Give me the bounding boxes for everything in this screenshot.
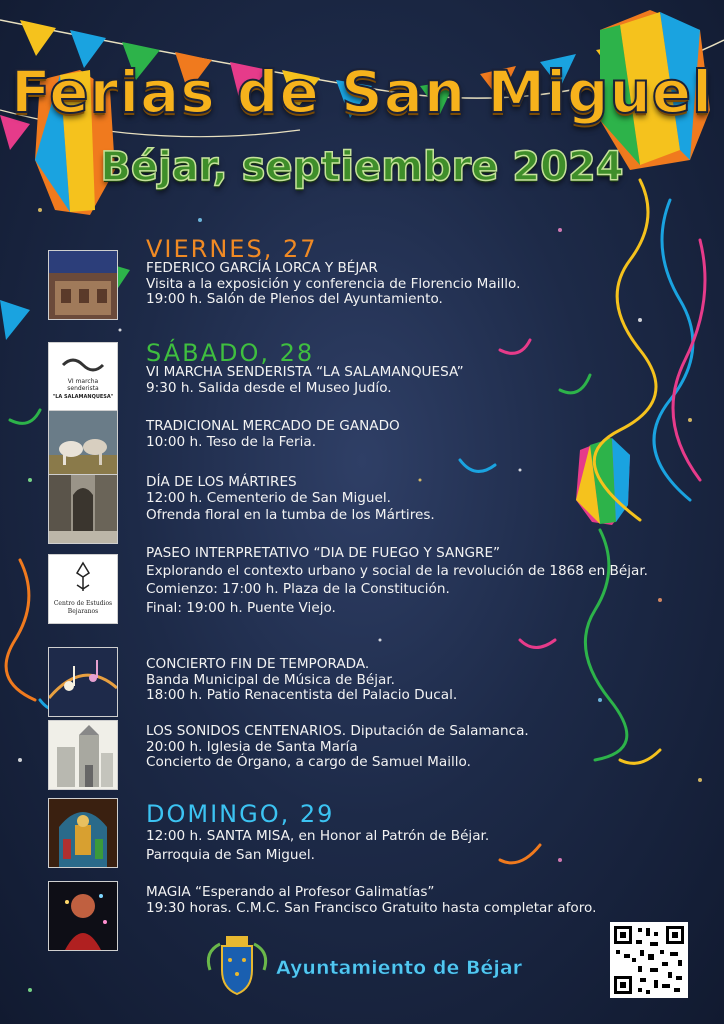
- thumb-text: VI marcha: [67, 378, 99, 385]
- event-detail: 20:00 h. Iglesia de Santa María: [146, 738, 358, 755]
- thumb-text: "LA SALAMANQUESA": [52, 394, 114, 400]
- stained-glass-thumbnail: [48, 798, 118, 868]
- event-detail: 18:00 h. Patio Renacentista del Palacio Ducal.: [146, 687, 458, 703]
- church-drawing-thumbnail: [48, 720, 118, 790]
- event-detail: 9:30 h. Salida desde el Museo Judío.: [146, 379, 392, 396]
- centro-estudios-logo-thumbnail: [48, 554, 118, 624]
- event-marcha: [146, 365, 464, 396]
- event-title: TRADICIONAL MERCADO DE GANADO: [146, 418, 400, 434]
- qr-code[interactable]: [610, 922, 688, 998]
- event-title: FEDERICO GARCÍA LORCA Y BÉJAR: [146, 260, 378, 276]
- event-detail: 19:00 h. Salón de Plenos del Ayuntamiento.: [146, 291, 443, 307]
- poster-subtitle: Béjar, septiembre 2024: [100, 144, 624, 190]
- event-detail: Concierto de Órgano, a cargo de Samuel Maillo.: [146, 754, 471, 770]
- event-concierto: [146, 657, 457, 704]
- magic-show-thumbnail: [48, 881, 118, 951]
- event-title: PASEO INTERPRETATIVO “DIA DE FUEGO Y SANGRE”: [146, 545, 501, 561]
- music-notes-thumbnail: [48, 647, 118, 717]
- event-lorca: [146, 261, 520, 308]
- day-heading-sunday: DOMINGO, 29: [146, 800, 335, 828]
- event-title: MAGIA “Esperando al Profesor Galimatías”: [146, 884, 435, 900]
- old-street-photo-thumbnail: [48, 474, 118, 544]
- event-detail: 19:30 horas. C.M.C. San Francisco Gratuito hasta completar aforo.: [146, 899, 597, 916]
- book-cover-thumbnail: [48, 250, 118, 320]
- organizer-name: Ayuntamiento de Béjar: [276, 957, 523, 979]
- event-paseo: [146, 546, 686, 616]
- thumb-text: senderista: [67, 385, 99, 392]
- thumb-text: Centro de Estudios: [53, 600, 113, 607]
- day-heading-saturday: SÁBADO, 28: [146, 339, 315, 367]
- event-misa: [146, 829, 489, 863]
- day-heading-friday: VIERNES, 27: [146, 235, 318, 263]
- event-martires: [146, 475, 435, 524]
- event-sonidos: [146, 724, 529, 771]
- event-detail: Comienzo: 17:00 h. Plaza de la Constitución.: [146, 581, 450, 597]
- event-detail: Visita a la exposición y conferencia de Florencio Maillo.: [146, 275, 521, 292]
- coat-of-arms-icon: [202, 930, 272, 1000]
- event-detail: Final: 19:00 h. Puente Viejo.: [146, 599, 336, 616]
- event-title: DÍA DE LOS MÁRTIRES: [146, 474, 297, 490]
- event-detail: Explorando el contexto urbano y social de la revolución de 1868 en Béjar.: [146, 562, 648, 579]
- event-detail: 12:00 h. Cementerio de San Miguel.: [146, 489, 391, 506]
- event-title: VI MARCHA SENDERISTA “LA SALAMANQUESA”: [146, 364, 464, 380]
- poster-title: Ferias de San Miguel: [10, 58, 713, 126]
- event-detail: Parroquia de San Miguel.: [146, 846, 315, 863]
- event-title: LOS SONIDOS CENTENARIOS. Diputación de Salamanca.: [146, 723, 529, 739]
- event-title: 12:00 h. SANTA MISA, en Honor al Patrón de Béjar.: [146, 828, 490, 844]
- event-detail: 10:00 h. Teso de la Feria.: [146, 433, 317, 450]
- thumb-text: Bejaranos: [67, 608, 99, 615]
- event-magia: [146, 885, 596, 916]
- horses-thumbnail: [48, 410, 118, 480]
- event-detail: Ofrenda floral en la tumba de los Mártires.: [146, 507, 435, 523]
- event-title: CONCIERTO FIN DE TEMPORADA.: [146, 656, 370, 672]
- event-mercado: [146, 419, 400, 450]
- salamanquesa-logo-thumbnail: [48, 342, 118, 412]
- event-detail: Banda Municipal de Música de Béjar.: [146, 671, 396, 688]
